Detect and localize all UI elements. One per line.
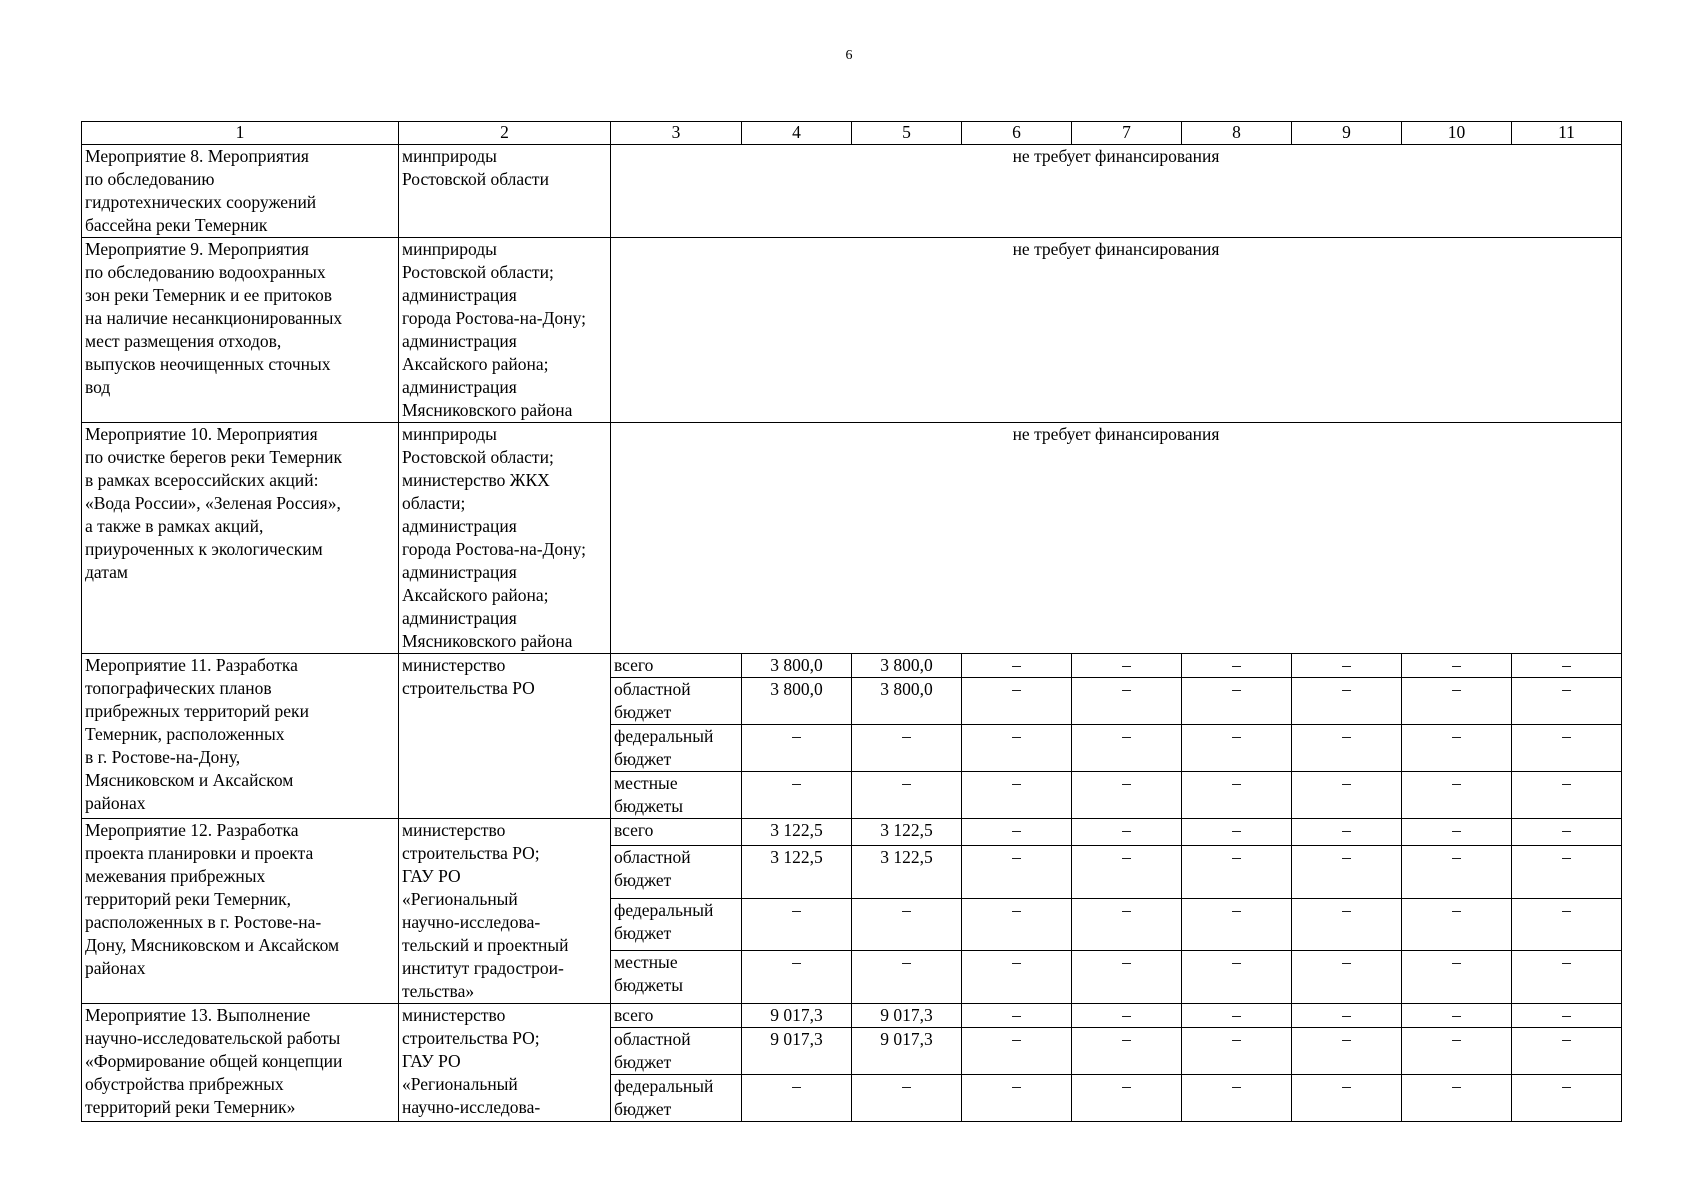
amount-cell: – <box>962 898 1072 951</box>
amount-cell: – <box>962 654 1072 678</box>
amount-cell: – <box>1402 951 1512 1004</box>
funding-source-cell: областной бюджет <box>611 845 742 898</box>
executor-cell: минприроды Ростовской области; министерство ЖКХ области; администрация города Ростова-на-Дону; администрация Аксайского района; администрация Мясниковского района <box>399 423 611 654</box>
amount-cell: – <box>1512 725 1622 772</box>
amount-cell: – <box>1182 1004 1292 1028</box>
amount-cell: – <box>852 772 962 819</box>
amount-cell: – <box>1182 951 1292 1004</box>
amount-cell: – <box>1402 1004 1512 1028</box>
funding-row <box>82 819 1622 846</box>
amount-cell: – <box>852 951 962 1004</box>
column-number: 1 <box>82 122 399 145</box>
amount-cell: – <box>1292 1004 1402 1028</box>
executor-cell: министерство строительства РО; ГАУ РО «Региональный научно-исследова- <box>399 1004 611 1122</box>
amount-cell: – <box>1072 951 1182 1004</box>
no-funding-row <box>82 423 1622 654</box>
amount-cell: – <box>962 819 1072 846</box>
amount-cell: – <box>1182 1075 1292 1122</box>
amount-cell: – <box>1072 1004 1182 1028</box>
no-funding-note: не требует финансирования <box>611 423 1622 654</box>
amount-cell: 3 122,5 <box>742 845 852 898</box>
amount-cell: – <box>962 772 1072 819</box>
amount-cell: – <box>962 1075 1072 1122</box>
column-number: 9 <box>1292 122 1402 145</box>
event-name-cell: Мероприятие 10. Мероприятия по очистке берегов реки Темерник в рамках всероссийских акций: «Вода России», «Зеленая Россия», а также в рамках акций, приуроченных к экологическим датам <box>82 423 399 654</box>
page-number: 6 <box>845 48 853 63</box>
amount-cell: – <box>962 1028 1072 1075</box>
amount-cell: – <box>1292 678 1402 725</box>
amount-cell: – <box>742 1075 852 1122</box>
funding-table <box>81 121 1622 1122</box>
event-name-cell: Мероприятие 13. Выполнение научно-исследовательской работы «Формирование общей концепции обустройства прибрежных территорий реки Темерник» <box>82 1004 399 1122</box>
amount-cell: – <box>1292 725 1402 772</box>
amount-cell: – <box>1512 654 1622 678</box>
amount-cell: – <box>1512 772 1622 819</box>
column-number-row <box>82 122 1622 145</box>
amount-cell: – <box>1182 678 1292 725</box>
column-number: 3 <box>611 122 742 145</box>
executor-cell: минприроды Ростовской области <box>399 145 611 238</box>
amount-cell: 3 800,0 <box>742 678 852 725</box>
amount-cell: – <box>1512 1028 1622 1075</box>
amount-cell: – <box>1182 654 1292 678</box>
amount-cell: – <box>1512 1004 1622 1028</box>
amount-cell: – <box>742 772 852 819</box>
amount-cell: – <box>962 845 1072 898</box>
amount-cell: – <box>1402 898 1512 951</box>
amount-cell: – <box>1182 1028 1292 1075</box>
funding-source-cell: областной бюджет <box>611 1028 742 1075</box>
amount-cell: 3 800,0 <box>742 654 852 678</box>
funding-source-cell: местные бюджеты <box>611 772 742 819</box>
amount-cell: – <box>1402 725 1512 772</box>
event-name-cell: Мероприятие 12. Разработка проекта планировки и проекта межевания прибрежных территорий реки Темерник, расположенных в г. Ростове-на- Дону, Мясниковском и Аксайском районах <box>82 819 399 1004</box>
amount-cell: – <box>1512 951 1622 1004</box>
amount-cell: 3 122,5 <box>852 845 962 898</box>
no-funding-row <box>82 145 1622 238</box>
amount-cell: – <box>1402 1028 1512 1075</box>
amount-cell: – <box>1072 1075 1182 1122</box>
amount-cell: – <box>1512 898 1622 951</box>
amount-cell: 3 800,0 <box>852 654 962 678</box>
amount-cell: – <box>1072 845 1182 898</box>
amount-cell: – <box>852 725 962 772</box>
funding-source-cell: всего <box>611 654 742 678</box>
amount-cell: – <box>1072 772 1182 819</box>
executor-cell: минприроды Ростовской области; администрация города Ростова-на-Дону; администрация Аксайского района; администрация Мясниковского района <box>399 238 611 423</box>
amount-cell: – <box>1182 772 1292 819</box>
funding-source-cell: областной бюджет <box>611 678 742 725</box>
amount-cell: – <box>1292 1075 1402 1122</box>
amount-cell: – <box>962 725 1072 772</box>
amount-cell: – <box>1072 654 1182 678</box>
amount-cell: – <box>742 725 852 772</box>
no-funding-row <box>82 238 1622 423</box>
funding-source-cell: федеральный бюджет <box>611 1075 742 1122</box>
amount-cell: – <box>1072 1028 1182 1075</box>
amount-cell: – <box>1072 819 1182 846</box>
amount-cell: – <box>852 898 962 951</box>
amount-cell: – <box>1512 678 1622 725</box>
amount-cell: – <box>962 678 1072 725</box>
amount-cell: – <box>1402 654 1512 678</box>
funding-source-cell: всего <box>611 1004 742 1028</box>
event-name-cell: Мероприятие 11. Разработка топографических планов прибрежных территорий реки Темерник, расположенных в г. Ростове-на-Дону, Мясниковском и Аксайском районах <box>82 654 399 819</box>
amount-cell: – <box>742 898 852 951</box>
executor-cell: министерство строительства РО; ГАУ РО «Региональный научно-исследова- тельский и проектный институт градострои- тельства» <box>399 819 611 1004</box>
funding-source-cell: федеральный бюджет <box>611 725 742 772</box>
column-number: 8 <box>1182 122 1292 145</box>
funding-source-cell: всего <box>611 819 742 846</box>
amount-cell: – <box>1402 678 1512 725</box>
amount-cell: – <box>1292 654 1402 678</box>
column-number: 4 <box>742 122 852 145</box>
amount-cell: – <box>1512 819 1622 846</box>
amount-cell: 9 017,3 <box>852 1004 962 1028</box>
amount-cell: 3 122,5 <box>852 819 962 846</box>
amount-cell: – <box>1182 845 1292 898</box>
funding-row <box>82 654 1622 678</box>
amount-cell: – <box>962 1004 1072 1028</box>
column-number: 11 <box>1512 122 1622 145</box>
column-number: 10 <box>1402 122 1512 145</box>
amount-cell: 9 017,3 <box>742 1028 852 1075</box>
amount-cell: – <box>1292 845 1402 898</box>
event-name-cell: Мероприятие 8. Мероприятия по обследованию гидротехнических сооружений бассейна реки Темерник <box>82 145 399 238</box>
amount-cell: – <box>1072 898 1182 951</box>
amount-cell: – <box>1292 772 1402 819</box>
funding-row <box>82 1004 1622 1028</box>
amount-cell: – <box>742 951 852 1004</box>
event-name-cell: Мероприятие 9. Мероприятия по обследованию водоохранных зон реки Темерник и ее притоков на наличие несанкционированных мест размещения отходов, выпусков неочищенных сточных вод <box>82 238 399 423</box>
column-number: 5 <box>852 122 962 145</box>
amount-cell: – <box>1292 951 1402 1004</box>
amount-cell: – <box>1072 725 1182 772</box>
amount-cell: – <box>1402 1075 1512 1122</box>
column-number: 6 <box>962 122 1072 145</box>
amount-cell: – <box>1292 1028 1402 1075</box>
amount-cell: 9 017,3 <box>852 1028 962 1075</box>
amount-cell: – <box>1402 819 1512 846</box>
funding-source-cell: местные бюджеты <box>611 951 742 1004</box>
amount-cell: – <box>1292 898 1402 951</box>
amount-cell: – <box>1292 819 1402 846</box>
amount-cell: – <box>1182 898 1292 951</box>
amount-cell: – <box>1512 845 1622 898</box>
column-number: 2 <box>399 122 611 145</box>
no-funding-note: не требует финансирования <box>611 238 1622 423</box>
amount-cell: 3 122,5 <box>742 819 852 846</box>
column-number: 7 <box>1072 122 1182 145</box>
amount-cell: – <box>1182 725 1292 772</box>
amount-cell: – <box>1512 1075 1622 1122</box>
amount-cell: – <box>1402 772 1512 819</box>
amount-cell: – <box>962 951 1072 1004</box>
executor-cell: министерство строительства РО <box>399 654 611 819</box>
amount-cell: 3 800,0 <box>852 678 962 725</box>
amount-cell: – <box>1072 678 1182 725</box>
amount-cell: – <box>1402 845 1512 898</box>
funding-source-cell: федеральный бюджет <box>611 898 742 951</box>
no-funding-note: не требует финансирования <box>611 145 1622 238</box>
amount-cell: 9 017,3 <box>742 1004 852 1028</box>
amount-cell: – <box>852 1075 962 1122</box>
amount-cell: – <box>1182 819 1292 846</box>
